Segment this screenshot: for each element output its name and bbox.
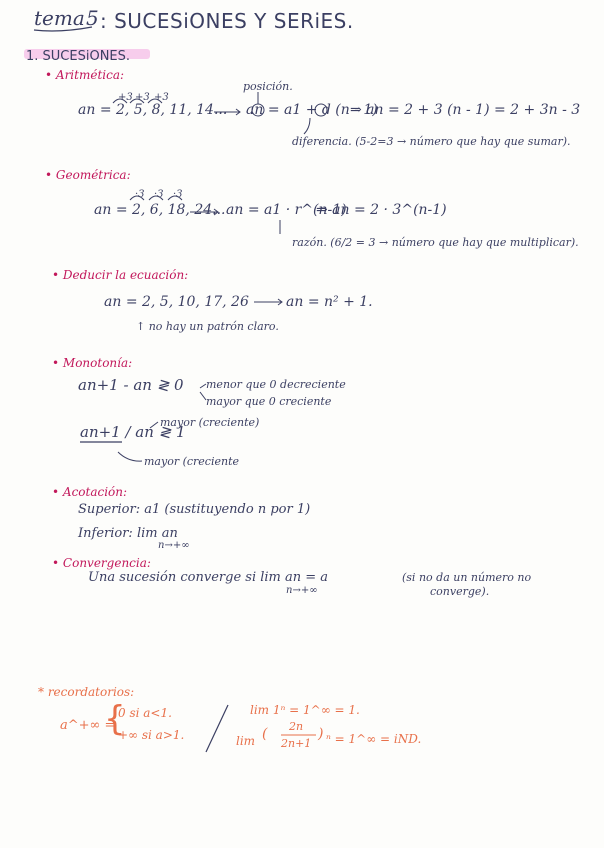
geometrica-formula-specific: ⇒ an = 2 · 3^(n-1) <box>316 202 447 218</box>
geometrica-ratio-2: ·3 <box>154 189 164 200</box>
deducir-sequence: an = 2, 5, 10, 17, 26 <box>104 294 249 310</box>
recordatorios-base: a^+∞ = <box>60 718 116 733</box>
geometrica-title: • Geométrica: <box>45 168 131 182</box>
geometrica-formula-general: an = a1 · r^(n-1) <box>226 202 347 218</box>
geometrica-ratio-1: ·3 <box>135 189 145 200</box>
aritmetica-title: • Aritmética: <box>45 68 125 82</box>
recordatorios-case2: +∞ si a>1. <box>118 728 185 742</box>
monotonia-diff-expr: an+1 - an ≷ 0 <box>78 376 184 394</box>
branch-arrow-icon <box>118 452 142 461</box>
deducir-title: • Deducir la ecuación: <box>52 268 189 282</box>
posicion-label: posición. <box>243 80 293 93</box>
monotonia-ratio-mayor-top: mayor (creciente) <box>160 416 260 429</box>
monotonia-menor: menor que 0 decreciente <box>206 378 346 391</box>
section-heading: 1. SUCESiONES. <box>26 49 131 64</box>
separator-slash <box>206 705 228 752</box>
page-title: : SUCESiONES Y SERiES. <box>100 9 354 33</box>
razon-note: razón. (6/2 = 3 → número que hay que multiplicar). <box>292 236 579 249</box>
aritmetica-formula-general: an = a1 + d (n - 1) <box>246 102 378 118</box>
deducir-result: an = n² + 1. <box>286 294 373 310</box>
title-tema-word: tema <box>34 6 85 30</box>
arrow-head-icon <box>236 109 240 115</box>
recordatorios-lim2-suffix: ⁿ = 1^∞ = iND. <box>326 732 422 746</box>
convergencia-text: Una sucesión converge si lim an = a <box>88 570 329 585</box>
convergencia-note-line2: converge). <box>430 585 490 598</box>
acotacion-superior: Superior: a1 (sustituyendo n por 1) <box>78 502 311 517</box>
geometrica-sequence: an = 2, 6, 18, 24... <box>94 202 226 218</box>
monotonia-ratio-expr: an+1 / an ≷ 1 <box>80 423 186 441</box>
acotacion-inferior-sub: n→+∞ <box>158 540 190 551</box>
acotacion-title: • Acotación: <box>52 485 128 499</box>
recordatorios-title: * recordatorios: <box>38 685 135 699</box>
geometrica-ratio-3: ·3 <box>173 189 183 200</box>
convergencia-title: • Convergencia: <box>52 556 151 570</box>
monotonia-title: • Monotonía: <box>52 356 133 370</box>
monotonia-mayor: mayor que 0 creciente <box>206 395 332 408</box>
diferencia-note: diferencia. (5-2=3 → número que hay que sumar). <box>292 135 571 148</box>
recordatorios-case1: 0 si a<1. <box>118 706 172 720</box>
deducir-note: ↑ no hay un patrón claro. <box>136 320 279 333</box>
title-tema-number: 5 <box>86 6 99 30</box>
recordatorios-lim2-paren: ( <box>262 726 268 742</box>
recordatorios-lim1: lim 1ⁿ = 1^∞ = 1. <box>250 703 360 717</box>
acotacion-inferior: Inferior: lim an <box>78 526 178 541</box>
convergencia-note-line1: (si no da un número no <box>402 571 532 584</box>
monotonia-ratio-mayor-bottom: mayor (creciente <box>144 455 240 468</box>
arrow-head-icon <box>278 299 282 305</box>
aritmetica-diff-1: +3 <box>118 92 133 103</box>
recordatorios-lim2-den: 2n+1 <box>281 737 312 750</box>
aritmetica-formula-specific: ⇒ an = 2 + 3 (n - 1) = 2 + 3n - 3 <box>350 102 581 118</box>
aritmetica-diff-3: +3 <box>154 92 169 103</box>
recordatorios-lim2-prefix: lim <box>236 734 256 748</box>
recordatorios-lim2-paren-close: ) <box>318 726 324 742</box>
aritmetica-sequence: an = 2, 5, 8, 11, 14... <box>78 102 228 118</box>
arrow-down-icon <box>304 118 310 134</box>
aritmetica-diff-2: +3 <box>135 92 150 103</box>
convergencia-lim-sub: n→+∞ <box>286 585 318 596</box>
recordatorios-brace: { <box>104 699 126 739</box>
recordatorios-lim2-num: 2n <box>289 720 304 733</box>
